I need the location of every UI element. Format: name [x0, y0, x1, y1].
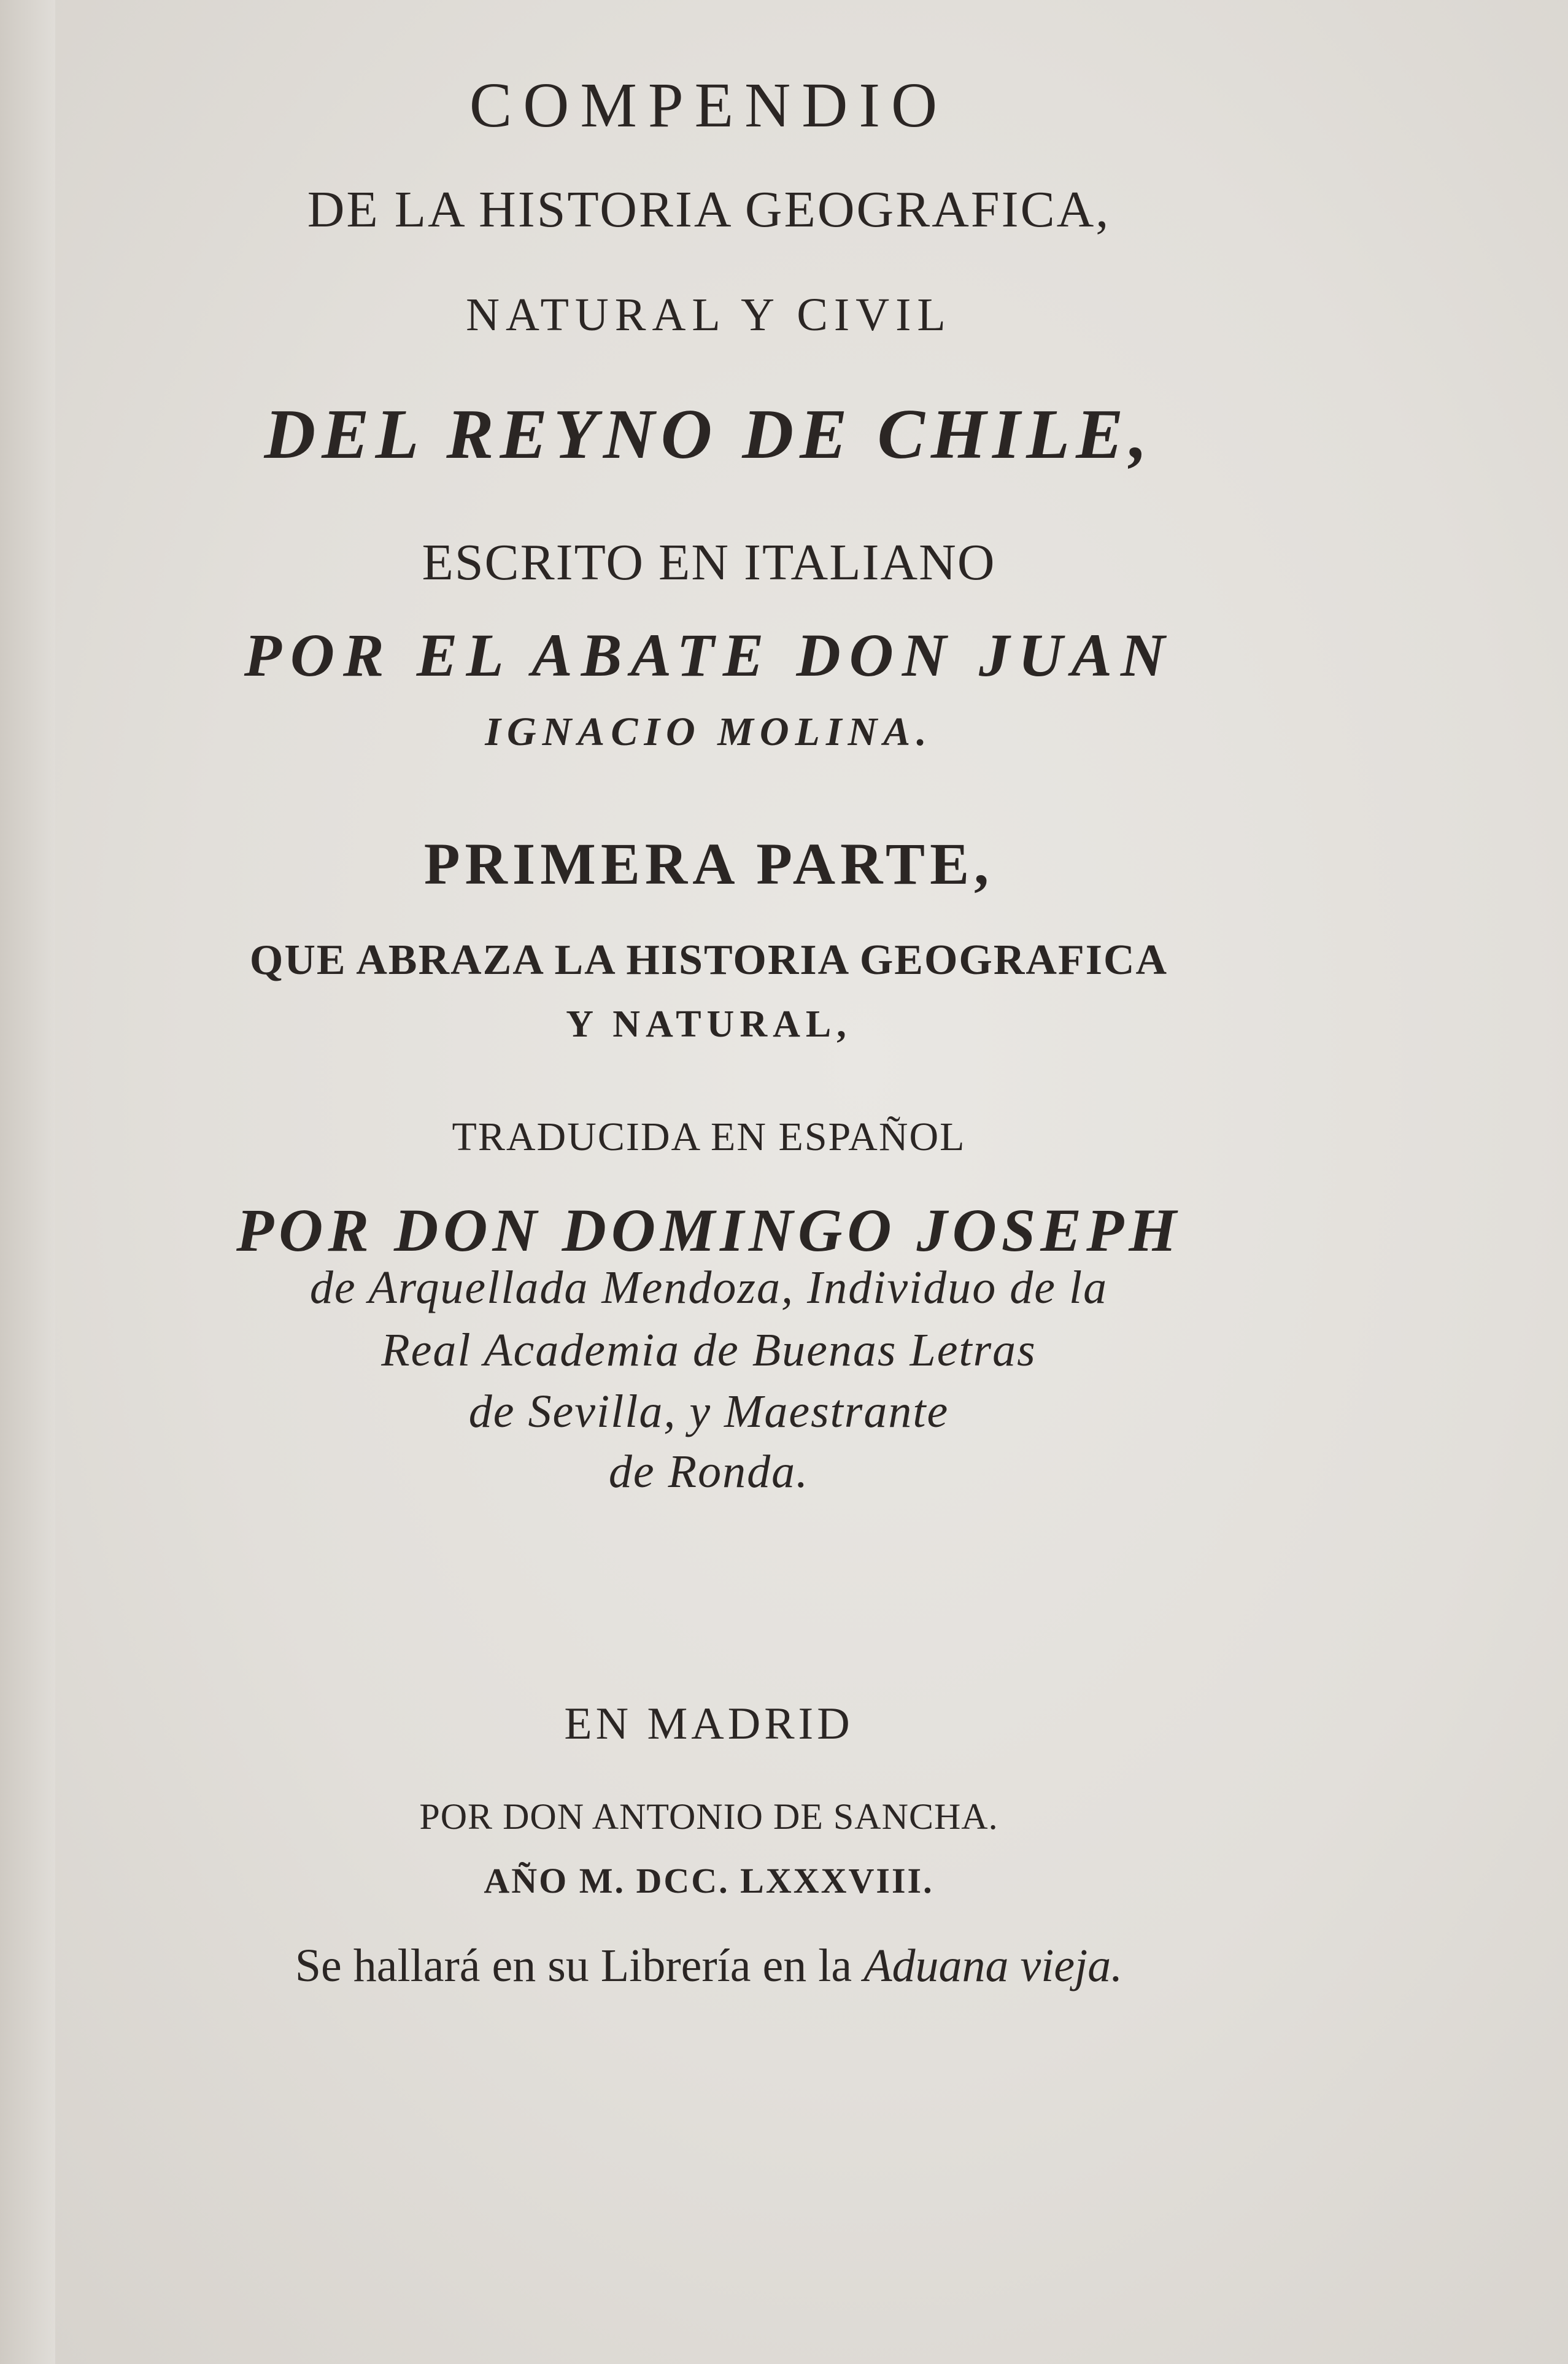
translator-line-3: de Arquellada Mendoza, Individuo de la	[309, 1262, 1108, 1313]
author-line-3: IGNACIO MOLINA.	[485, 709, 933, 754]
translator-line-4: Real Academia de Buenas Letras	[381, 1324, 1037, 1376]
part-title: PRIMERA PARTE,	[423, 831, 994, 897]
imprint-place: EN MADRID	[564, 1699, 854, 1749]
title-line-4: DEL REYNO DE CHILE,	[264, 395, 1154, 474]
translator-line-1: TRADUCIDA EN ESPAÑOL	[452, 1114, 966, 1159]
imprint-sale-prefix: Se hallará en su Librería en la	[295, 1940, 852, 1991]
title-line-2: DE LA HISTORIA GEOGRAFICA,	[307, 181, 1111, 238]
imprint-year: AÑO M. DCC. LXXXVIII.	[484, 1861, 934, 1901]
translator-line-5: de Sevilla, y Maestrante	[468, 1386, 949, 1437]
part-description-1: QUE ABRAZA LA HISTORIA GEOGRAFICA	[249, 937, 1168, 984]
imprint-printer: POR DON ANTONIO DE SANCHA.	[419, 1796, 998, 1837]
page-edge-shadow	[0, 0, 55, 2364]
imprint-sale-note	[295, 1942, 1123, 1989]
title-line-1: COMPENDIO	[469, 70, 949, 141]
title-line-3: NATURAL Y CIVIL	[466, 289, 952, 341]
author-line-1: ESCRITO EN ITALIANO	[422, 534, 996, 591]
translator-line-6: de Ronda.	[608, 1446, 809, 1497]
author-line-2: POR EL ABATE DON JUAN	[244, 621, 1174, 689]
imprint-sale-place: Aduana vieja.	[863, 1940, 1123, 1991]
translator-line-2: POR DON DOMINGO JOSEPH	[236, 1196, 1181, 1264]
part-description-2: Y NATURAL,	[566, 1003, 852, 1045]
